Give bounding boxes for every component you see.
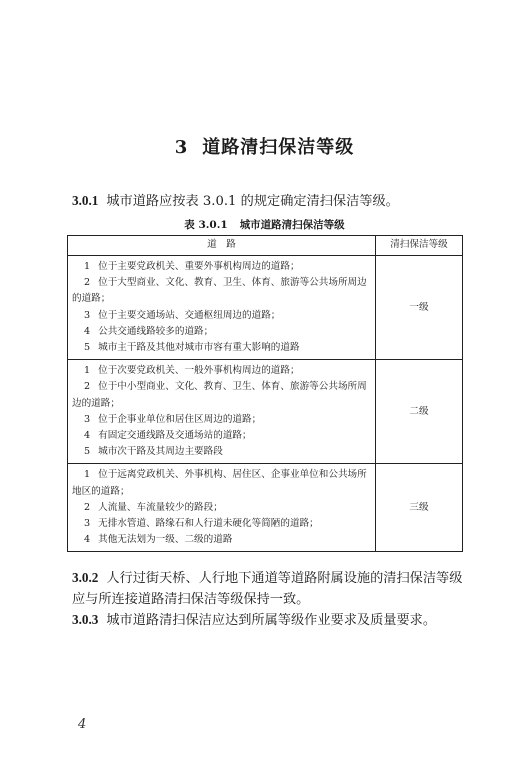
table-row — [68, 360, 463, 464]
chapter-title — [0, 133, 529, 159]
clause-number: 3.0.1 — [72, 193, 99, 208]
table-caption — [0, 217, 529, 232]
item-number: 1 — [84, 469, 91, 481]
roads-cell — [68, 360, 376, 464]
item-text: 位于主要党政机关、重要外事机构周边的道路； — [98, 261, 300, 272]
page-number: 4 — [78, 717, 87, 732]
item-text: 位于远离党政机关、外事机构、居住区、企事业单位和公共场所地区的道路； — [72, 469, 367, 497]
item-number: 2 — [84, 501, 91, 513]
list-item — [72, 259, 371, 275]
list-item — [72, 379, 371, 411]
clause-3-0-1 — [72, 190, 467, 212]
item-number: 2 — [84, 381, 91, 393]
item-text: 城市主干路及其他对城市市容有重大影响的道路 — [98, 342, 300, 354]
table-header-row — [68, 236, 463, 256]
list-item — [72, 516, 371, 532]
clause-text: 城市道路应按表 3.0.1 的规定确定清扫保洁等级。 — [106, 194, 399, 209]
list-item — [72, 308, 371, 324]
roads-cell — [68, 256, 376, 360]
level-cell: 二级 — [376, 360, 463, 464]
level-cell: 一级 — [376, 256, 463, 360]
list-item — [72, 467, 371, 499]
item-text: 无排水管道、路缘石和人行道未硬化等简陋的道路； — [98, 518, 319, 530]
item-number: 4 — [84, 325, 91, 337]
list-item — [72, 444, 371, 460]
item-number: 5 — [84, 446, 91, 458]
item-number: 4 — [84, 534, 91, 546]
cleaning-level-table — [67, 235, 463, 552]
clause-text: 城市道路清扫保洁应达到所属等级作业要求及质量要求。 — [106, 613, 437, 628]
list-item — [72, 500, 371, 516]
chapter-number: 3 — [174, 137, 189, 158]
item-text: 位于主要交通场站、交通枢纽周边的道路； — [98, 309, 281, 321]
table-row — [68, 464, 463, 552]
item-text: 人流量、车流量较少的路段； — [98, 501, 223, 513]
roads-cell — [68, 464, 376, 552]
item-text: 位于大型商业、文化、教育、卫生、体育、旅游等公共场所周边的道路； — [72, 277, 367, 305]
item-number: 3 — [84, 413, 91, 425]
table-row — [68, 256, 463, 360]
table-caption-text: 城市道路清扫保洁等级 — [239, 219, 345, 231]
item-number: 3 — [84, 518, 91, 530]
clause-number: 3.0.2 — [72, 570, 99, 585]
item-number: 3 — [84, 309, 91, 321]
item-text: 位于次要党政机关、一般外事机构周边的道路； — [98, 365, 300, 377]
item-number: 4 — [84, 430, 91, 442]
list-item — [72, 412, 371, 428]
item-number: 1 — [84, 261, 91, 272]
header-level: 清扫保洁等级 — [376, 236, 463, 256]
item-text: 位于企事业单位和居住区周边的道路； — [98, 413, 262, 425]
item-number: 5 — [84, 342, 91, 354]
item-text: 有固定交通线路及交通场站的道路； — [98, 430, 252, 442]
header-roads: 道 路 — [68, 236, 376, 256]
item-text: 城市次干路及其周边主要路段 — [98, 446, 223, 458]
list-item — [72, 275, 371, 307]
clause-3-0-3 — [72, 609, 467, 631]
level-cell: 三级 — [376, 464, 463, 552]
list-item — [72, 363, 371, 379]
table-number: 表 3.0.1 — [184, 219, 228, 231]
list-item — [72, 324, 371, 340]
clause-number: 3.0.3 — [72, 612, 99, 627]
clause-3-0-2 — [72, 567, 467, 610]
item-text: 公共交通线路较多的道路； — [98, 325, 214, 337]
list-item — [72, 340, 371, 356]
item-text: 位于中小型商业、文化、教育、卫生、体育、旅游等公共场所周边的道路； — [72, 381, 367, 409]
list-item — [72, 428, 371, 444]
chapter-title-text: 道路清扫保洁等级 — [202, 137, 355, 158]
list-item — [72, 532, 371, 548]
item-text: 其他无法划为一级、二级的道路 — [98, 534, 233, 546]
item-number: 1 — [84, 365, 91, 377]
clause-text: 人行过街天桥、人行地下通道等道路附属设施的清扫保洁等级应与所连接道路清扫保洁等级保持一致。 — [72, 571, 463, 607]
item-number: 2 — [84, 277, 91, 289]
